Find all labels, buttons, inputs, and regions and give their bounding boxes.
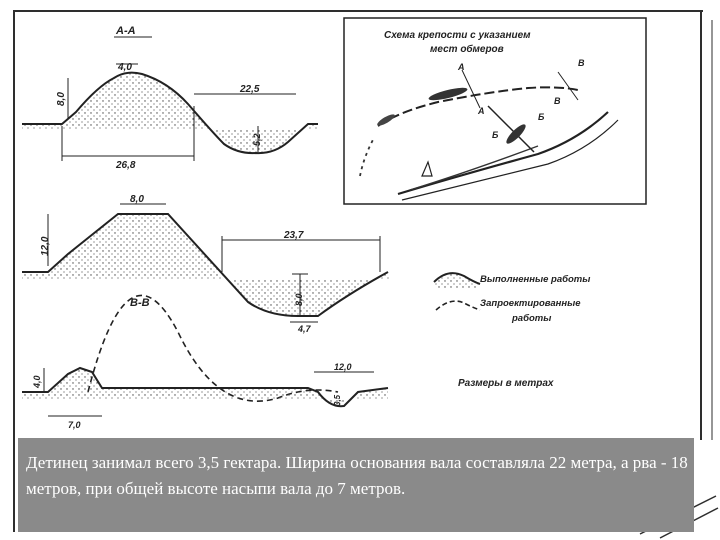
caption-text: Детинец занимал всего 3,5 гектара. Ширина основания вала составляла 22 метра, а рва - 18 метров, при общей высоте насыпи вала до 7 метров. bbox=[26, 453, 688, 498]
legend-planned-sample bbox=[436, 301, 480, 310]
section-aa-ditch-width: 22,5 bbox=[240, 84, 260, 95]
scheme-title-line1: Схема крепости с указанием bbox=[384, 30, 531, 41]
section-vv-label: В-В bbox=[130, 297, 150, 309]
section-vv-ditch-width: 12,0 bbox=[334, 362, 352, 372]
section-vv bbox=[22, 295, 388, 430]
legend-planned-line1: Запроектированные bbox=[480, 298, 581, 309]
section-vv-height: 4,0 bbox=[32, 375, 42, 388]
section-bb-ditch-bottom: 4,7 bbox=[298, 324, 311, 334]
section-aa bbox=[22, 25, 318, 171]
section-aa-base-width: 26,8 bbox=[116, 160, 136, 171]
section-bb bbox=[22, 194, 390, 334]
section-bb-ditch-width: 23,7 bbox=[284, 230, 304, 241]
scheme-marker-v2: В bbox=[554, 96, 561, 106]
legend-units: Размеры в метрах bbox=[458, 378, 554, 389]
section-aa-top-width: 4,0 bbox=[118, 62, 132, 73]
section-bb-ditch-depth: 8,0 bbox=[294, 293, 304, 306]
fortress-scheme bbox=[344, 18, 646, 204]
section-aa-height: 8,0 bbox=[56, 92, 67, 106]
legend-done-label: Выполненные работы bbox=[480, 274, 591, 285]
scheme-marker-b1: Б bbox=[492, 130, 499, 140]
diagram-panel bbox=[18, 16, 650, 438]
section-bb-rampart bbox=[22, 214, 390, 316]
scheme-marker-a2: А bbox=[478, 106, 485, 116]
section-bb-height: 12,0 bbox=[40, 236, 51, 256]
legend bbox=[434, 273, 590, 389]
scheme-title-line2: мест обмеров bbox=[430, 44, 504, 55]
section-aa-label: А-А bbox=[116, 25, 136, 37]
section-vv-base-width: 7,0 bbox=[68, 420, 81, 430]
section-vv-ditch-depth: 3,5 bbox=[333, 394, 342, 406]
scheme-marker-v1: В bbox=[578, 58, 585, 68]
section-bb-top-width: 8,0 bbox=[130, 194, 144, 205]
section-aa-ditch-depth: 5,2 bbox=[252, 133, 262, 146]
scheme-marker-a1: А bbox=[458, 62, 465, 72]
legend-planned-line2: работы bbox=[512, 313, 552, 324]
fortress-profiles-diagram bbox=[18, 16, 650, 438]
section-aa-rampart bbox=[22, 73, 318, 153]
scheme-marker-b2: Б bbox=[538, 112, 545, 122]
